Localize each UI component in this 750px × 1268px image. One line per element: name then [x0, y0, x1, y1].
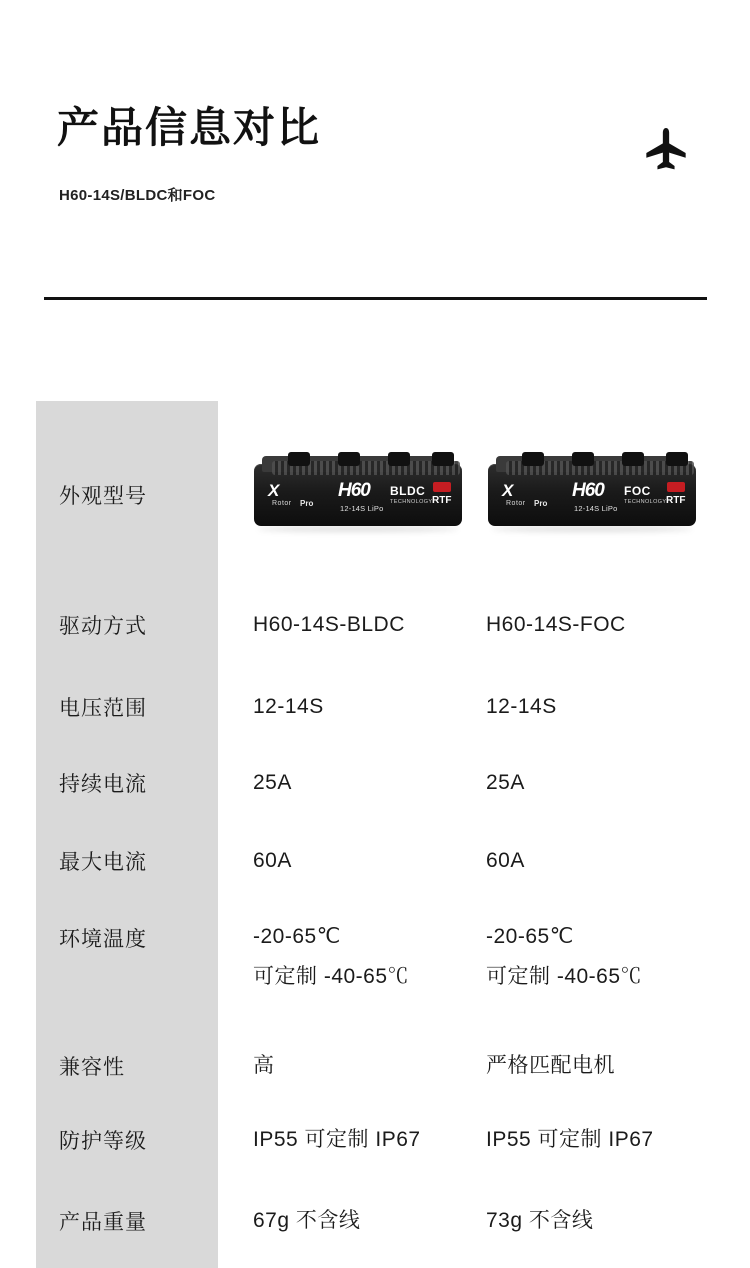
- row-label-protection-level: 防护等级: [59, 1130, 147, 1153]
- esc-tab: [432, 452, 454, 466]
- esc-tab: [572, 452, 594, 466]
- row-label-drive-type: 驱动方式: [59, 615, 147, 638]
- cell-drive-type-foc: H60-14S-FOC: [486, 613, 626, 636]
- cell-temperature-bldc: -20-65℃: [253, 925, 341, 948]
- product-model-text: H60: [572, 480, 604, 501]
- cell-weight-bldc: 67g 不含线: [253, 1209, 361, 1232]
- row-label-continuous-current: 持续电流: [59, 773, 147, 796]
- row-label-compatibility: 兼容性: [59, 1056, 125, 1079]
- product-voltage-text: 12-14S LiPo: [340, 504, 384, 513]
- row-label-max-current: 最大电流: [59, 851, 147, 874]
- product-rtf-text: RTF: [666, 495, 686, 506]
- cell-continuous-current-bldc: 25A: [253, 771, 292, 794]
- table-row: [36, 1026, 714, 1101]
- cell-continuous-current-foc: 25A: [486, 771, 525, 794]
- red-badge-icon: [667, 482, 685, 492]
- esc-tab: [388, 452, 410, 466]
- product-model-text: H60: [338, 480, 370, 501]
- product-image-foc: [488, 452, 696, 538]
- cell-max-current-foc: 60A: [486, 849, 525, 872]
- product-shadow: [492, 526, 692, 532]
- table-row: [36, 596, 714, 674]
- comparison-table: [36, 401, 714, 1268]
- product-tech-text: TECHNOLOGY: [390, 499, 433, 505]
- cell-voltage-bldc: 12-14S: [253, 695, 324, 718]
- cell-protection-bldc: IP55 可定制 IP67: [253, 1128, 421, 1151]
- header-divider: [44, 297, 707, 300]
- cell-compatibility-bldc: 高: [253, 1054, 275, 1077]
- esc-tab: [288, 452, 310, 466]
- brand-logo: X: [268, 481, 280, 500]
- page-subtitle: H60-14S/BLDC和FOC: [59, 187, 216, 204]
- cell-weight-foc: 73g 不含线: [486, 1209, 594, 1232]
- esc-tab: [522, 452, 544, 466]
- table-row: [36, 1179, 714, 1268]
- row-label-product-weight: 产品重量: [59, 1211, 147, 1234]
- brand-pro-label: Pro: [534, 499, 548, 508]
- cell-temperature-foc: -20-65℃: [486, 925, 574, 948]
- cell-voltage-foc: 12-14S: [486, 695, 557, 718]
- brand-logo: X: [502, 481, 514, 500]
- table-row: [36, 824, 714, 902]
- product-tech-text: TECHNOLOGY: [624, 499, 667, 505]
- product-voltage-text: 12-14S LiPo: [574, 504, 618, 513]
- esc-tab: [666, 452, 688, 466]
- brand-pro-label: Pro: [300, 499, 314, 508]
- cell-drive-type-bldc: H60-14S-BLDC: [253, 613, 405, 636]
- brand-logo-sub: Rotor: [506, 500, 526, 507]
- product-image-bldc: [254, 452, 462, 538]
- row-label-voltage-range: 电压范围: [59, 697, 147, 720]
- product-drive-text: BLDC: [390, 484, 426, 498]
- cell-max-current-bldc: 60A: [253, 849, 292, 872]
- row-label-ambient-temperature: 环境温度: [59, 928, 147, 951]
- airplane-icon: [640, 125, 692, 173]
- product-shadow: [258, 526, 458, 532]
- page-title: 产品信息对比: [57, 104, 322, 151]
- row-label-appearance: 外观型号: [59, 485, 147, 508]
- table-row: [36, 746, 714, 824]
- product-drive-text: FOC: [624, 484, 651, 498]
- cell-temperature-custom-foc: 可定制 -40-65℃: [486, 965, 643, 988]
- esc-tab: [622, 452, 644, 466]
- table-row: [36, 902, 714, 1022]
- table-row: [36, 401, 714, 596]
- red-badge-icon: [433, 482, 451, 492]
- cell-compatibility-foc: 严格匹配电机: [486, 1054, 615, 1077]
- esc-tab: [338, 452, 360, 466]
- table-row: [36, 1101, 714, 1179]
- table-row: [36, 674, 714, 746]
- cell-temperature-custom-bldc: 可定制 -40-65℃: [253, 965, 410, 988]
- brand-logo-sub: Rotor: [272, 500, 292, 507]
- cell-protection-foc: IP55 可定制 IP67: [486, 1128, 654, 1151]
- product-rtf-text: RTF: [432, 495, 452, 506]
